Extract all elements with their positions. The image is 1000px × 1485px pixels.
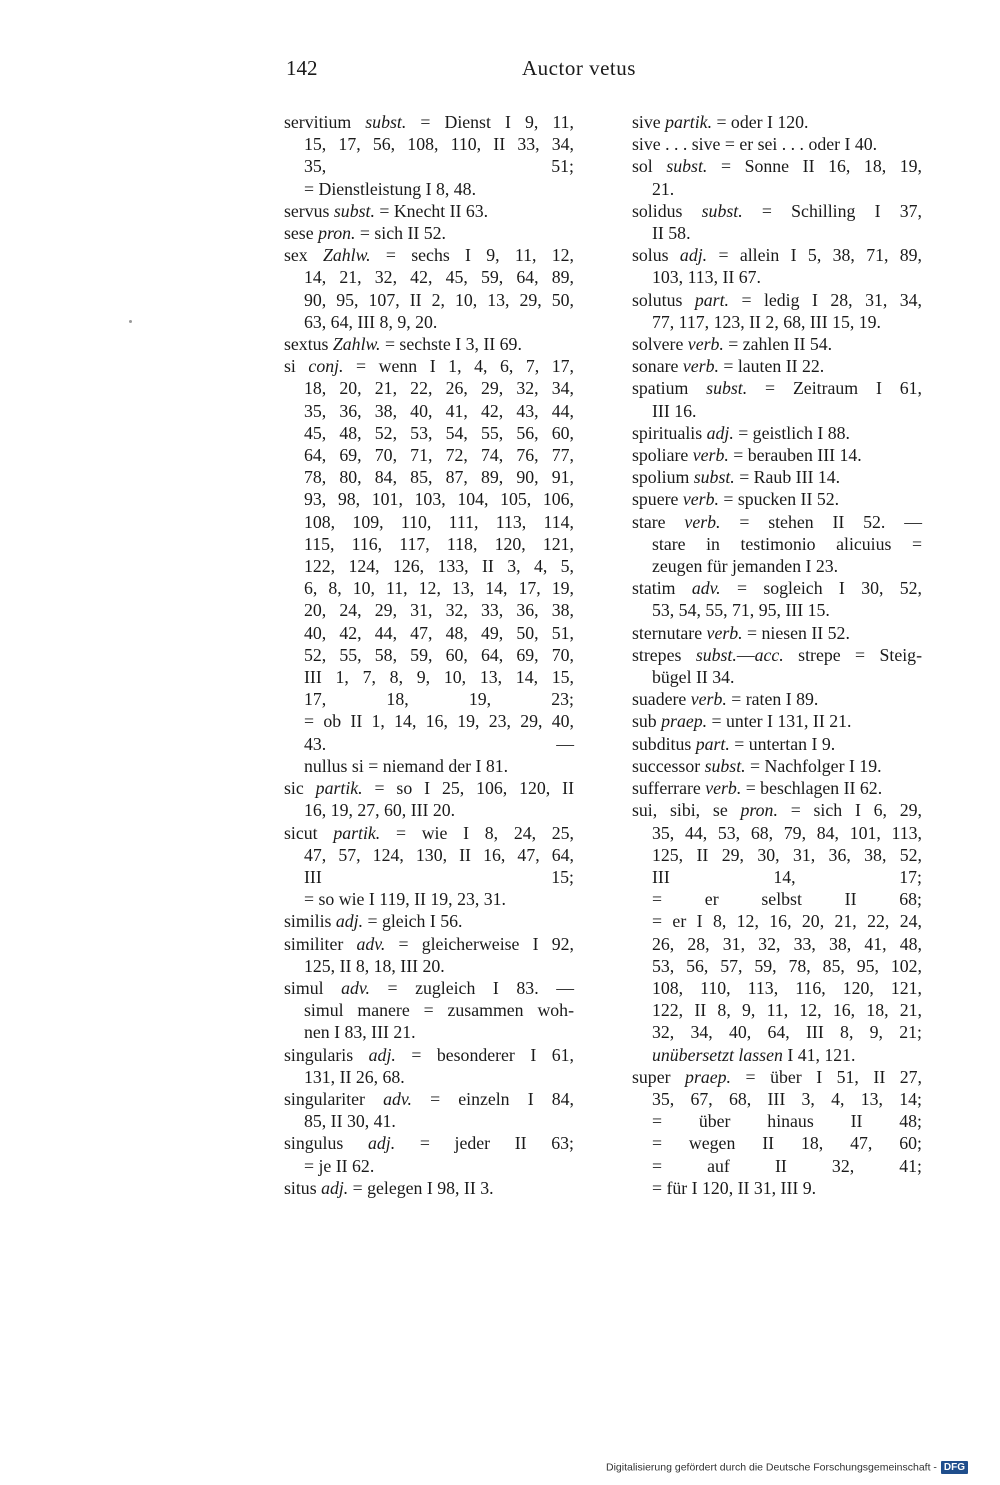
index-entry — [632, 133, 922, 155]
entry-headword-line: solidus subst. = Schilling I 37, — [632, 200, 923, 221]
entry-continuation-line: 47, 57, 124, 130, II 16, 47, 64, — [304, 844, 574, 865]
entry-continuation-line: 20, 24, 29, 31, 32, 33, 36, 38, — [304, 600, 574, 621]
index-entry — [632, 577, 922, 621]
entry-continuation-line: 64, 69, 70, 71, 72, 74, 76, 77, — [304, 445, 574, 466]
index-entry — [284, 1088, 574, 1132]
index-entry — [284, 111, 574, 200]
entry-continuation-line: 18, 20, 21, 22, 26, 29, 32, 34, — [304, 378, 574, 399]
index-entry — [632, 777, 922, 799]
entry-continuation-line: = ob II 1, 14, 16, 19, 23, 29, 40, — [304, 711, 574, 732]
index-entry — [284, 822, 574, 911]
entry-headword-line: sextus Zahlw. = sechste I 3, II 69. — [284, 334, 522, 355]
index-entry — [632, 622, 922, 644]
index-entry — [632, 710, 922, 732]
entry-continuation-line: II 58. — [652, 223, 691, 244]
entry-continuation-line: 122, 124, 126, 133, II 3, 4, 5, — [304, 556, 574, 577]
entry-continuation-line: 43. — — [304, 733, 574, 754]
entry-continuation-line: 52, 55, 58, 59, 60, 64, 69, 70, — [304, 644, 574, 665]
index-entry — [632, 733, 922, 755]
entry-continuation-line: 15, 17, 56, 108, 110, II 33, 34, — [304, 134, 574, 155]
index-entry — [632, 377, 922, 421]
entry-continuation-line: = er I 8, 12, 16, 20, 21, 22, 24, — [652, 911, 922, 932]
entry-continuation-line: 63, 64, III 8, 9, 20. — [304, 311, 438, 332]
index-entry — [284, 1132, 574, 1176]
entry-headword-line: super praep. = über I 51, II 27, — [632, 1066, 922, 1087]
index-entry — [632, 1066, 922, 1199]
entry-headword-line: spolium subst. = Raub III 14. — [632, 467, 841, 488]
entry-headword-line: strepes subst.—acc. strepe = Steig- — [632, 644, 922, 665]
entry-continuation-line: 108, 109, 110, 111, 113, 114, — [304, 511, 574, 532]
entry-continuation-line: 14, 21, 32, 42, 45, 59, 64, 89, — [304, 267, 574, 288]
entry-headword-line: situs adj. = gelegen I 98, II 3. — [284, 1177, 494, 1198]
index-entry — [284, 777, 574, 821]
entry-headword-line: singulus adj. = jeder II 63; — [284, 1133, 574, 1154]
index-entry — [632, 422, 922, 444]
index-entry — [284, 333, 574, 355]
entry-continuation-line: 93, 98, 101, 103, 104, 105, 106, — [304, 489, 574, 510]
entry-continuation-line: 131, II 26, 68. — [304, 1066, 405, 1087]
entry-continuation-line: 85, II 30, 41. — [304, 1111, 396, 1132]
index-entry — [632, 200, 922, 244]
entry-continuation-line: 53, 56, 57, 59, 78, 85, 95, 102, — [652, 955, 922, 976]
index-entry — [632, 244, 922, 288]
entry-headword-line: suadere verb. = raten I 89. — [632, 689, 819, 710]
index-entry — [284, 910, 574, 932]
entry-headword-line: si conj. = wenn I 1, 4, 6, 7, 17, — [284, 356, 574, 377]
entry-continuation-line: 21. — [652, 178, 675, 199]
entry-headword-line: spatium subst. = Zeitraum I 61, — [632, 378, 922, 399]
entry-headword-line: spiritualis adj. = geistlich I 88. — [632, 422, 850, 443]
entry-continuation-line: = Dienstleistung I 8, 48. — [304, 178, 477, 199]
scan-speck — [129, 320, 132, 323]
entry-continuation-line: stare in testimonio alicuius = — [652, 533, 922, 554]
index-entry — [284, 355, 574, 777]
entry-headword-line: sternutare verb. = niesen II 52. — [632, 622, 850, 643]
index-entry — [632, 488, 922, 510]
entry-continuation-line: 35, 36, 38, 40, 41, 42, 43, 44, — [304, 400, 574, 421]
index-entry — [284, 977, 574, 1044]
entry-headword-line: sese pron. = sich II 52. — [284, 223, 446, 244]
entry-continuation-line: 53, 54, 55, 71, 95, III 15. — [652, 600, 830, 621]
entry-headword-line: successor subst. = Nachfolger I 19. — [632, 755, 882, 776]
entry-continuation-line: = auf II 32, 41; — [652, 1155, 922, 1176]
entry-continuation-line: 77, 117, 123, II 2, 68, III 15, 19. — [652, 311, 881, 332]
index-entry — [632, 444, 922, 466]
entry-headword-line: subditus part. = untertan I 9. — [632, 733, 836, 754]
entry-continuation-line: bügel II 34. — [652, 667, 735, 688]
index-entry — [284, 244, 574, 333]
index-entry — [632, 688, 922, 710]
index-entry — [284, 1177, 574, 1199]
entry-continuation-line: III 1, 7, 8, 9, 10, 13, 14, 15, — [304, 667, 574, 688]
entry-headword-line: sex Zahlw. = sechs I 9, 11, 12, — [284, 245, 575, 266]
entry-continuation-line: 26, 28, 31, 32, 33, 38, 41, 48, — [652, 933, 922, 954]
entry-headword-line: similiter adv. = gleicherweise I 92, — [284, 933, 574, 954]
entry-continuation-line: 35, 44, 53, 68, 79, 84, 101, 113, — [652, 822, 922, 843]
entry-continuation-line: simul manere = zusammen woh- — [304, 1000, 574, 1021]
entry-continuation-line: = wegen II 18, 47, 60; — [652, 1133, 922, 1154]
entry-headword-line: sive . . . sive = er sei . . . oder I 40. — [632, 134, 878, 155]
entry-continuation-line: 17, 18, 19, 23; — [304, 689, 574, 710]
entry-continuation-line: III 16. — [652, 400, 697, 421]
index-entry — [284, 222, 574, 244]
entry-continuation-line: nen I 83, III 21. — [304, 1022, 416, 1043]
entry-continuation-line: III 14, 17; — [652, 866, 922, 887]
index-entry — [632, 644, 922, 688]
index-column-left — [284, 111, 574, 1199]
entry-headword-line: statim adv. = sogleich I 30, 52, — [632, 578, 922, 599]
entry-continuation-line: = für I 120, II 31, III 9. — [652, 1177, 817, 1198]
entry-continuation-line: unübersetzt lassen I 41, 121. — [652, 1044, 856, 1065]
footer-note — [606, 1461, 968, 1474]
index-entry — [632, 355, 922, 377]
entry-continuation-line: 90, 95, 107, II 2, 10, 13, 29, 50, — [304, 289, 574, 310]
entry-headword-line: sive partik. = oder I 120. — [632, 112, 809, 132]
entry-headword-line: solvere verb. = zahlen II 54. — [632, 334, 833, 355]
entry-headword-line: sui, sibi, se pron. = sich I 6, 29, — [632, 800, 922, 821]
entry-headword-line: simul adv. = zugleich I 83. — — [284, 977, 574, 998]
index-entry — [632, 333, 922, 355]
index-entry — [284, 200, 574, 222]
entry-continuation-line: 16, 19, 27, 60, III 20. — [304, 800, 456, 821]
index-entry — [632, 289, 922, 333]
entry-continuation-line: 6, 8, 10, 11, 12, 13, 14, 17, 19, — [304, 578, 574, 599]
entry-continuation-line: 103, 113, II 67. — [652, 267, 761, 288]
index-entry — [284, 1044, 574, 1088]
entry-headword-line: spoliare verb. = berauben III 14. — [632, 445, 862, 466]
entry-headword-line: sub praep. = unter I 131, II 21. — [632, 711, 852, 732]
entry-continuation-line: = er selbst II 68; — [652, 889, 922, 910]
entry-headword-line: sonare verb. = lauten II 22. — [632, 356, 825, 377]
entry-headword-line: sol subst. = Sonne II 16, 18, 19, — [632, 156, 922, 177]
entry-continuation-line: = so wie I 119, II 19, 23, 31. — [304, 889, 506, 910]
index-entry — [632, 466, 922, 488]
entry-continuation-line: nullus si = niemand der I 81. — [304, 755, 509, 776]
index-entry — [632, 111, 922, 133]
entry-headword-line: singulariter adv. = einzeln I 84, — [284, 1088, 574, 1109]
entry-headword-line: spuere verb. = spucken II 52. — [632, 489, 840, 510]
entry-headword-line: servus subst. = Knecht II 63. — [284, 200, 489, 221]
entry-continuation-line: 45, 48, 52, 53, 54, 55, 56, 60, — [304, 422, 574, 443]
entry-headword-line: similis adj. = gleich I 56. — [284, 911, 463, 932]
entry-continuation-line: 35, 67, 68, III 3, 4, 13, 14; — [652, 1088, 922, 1109]
page-number: 142 — [286, 56, 318, 80]
index-entry — [284, 933, 574, 977]
running-head: Auctor vetus — [522, 56, 636, 80]
entry-continuation-line: 125, II 29, 30, 31, 36, 38, 52, — [652, 844, 922, 865]
entry-continuation-line: 125, II 8, 18, III 20. — [304, 955, 445, 976]
entry-continuation-line: = über hinaus II 48; — [652, 1111, 922, 1132]
entry-headword-line: singularis adj. = besonderer I 61, — [284, 1044, 574, 1065]
entry-continuation-line: 40, 42, 44, 47, 48, 49, 50, 51, — [304, 622, 574, 643]
index-entry — [632, 799, 922, 1065]
entry-continuation-line: 32, 34, 40, 64, III 8, 9, 21; — [652, 1022, 922, 1043]
entry-continuation-line: 78, 80, 84, 85, 87, 89, 90, 91, — [304, 467, 574, 488]
entry-headword-line: servitium subst. = Dienst I 9, 11, — [284, 112, 574, 132]
footer-text: Digitalisierung gefördert durch die Deutsche Forschungsgemeinschaft - — [606, 1461, 937, 1474]
entry-headword-line: stare verb. = stehen II 52. — — [632, 511, 923, 532]
entry-headword-line: sic partik. = so I 25, 106, 120, II — [284, 778, 575, 799]
index-entry — [632, 755, 922, 777]
entry-continuation-line: III 15; — [304, 866, 574, 887]
entry-continuation-line: 35, 51; — [304, 156, 574, 177]
entry-continuation-line: 122, II 8, 9, 11, 12, 16, 18, 21, — [652, 1000, 922, 1021]
entry-continuation-line: 115, 116, 117, 118, 120, 121, — [304, 533, 574, 554]
entry-headword-line: sufferrare verb. = beschlagen II 62. — [632, 778, 883, 799]
index-column-right — [632, 111, 922, 1199]
entry-continuation-line: 108, 110, 113, 116, 120, 121, — [652, 977, 922, 998]
dfg-logo: DFG — [941, 1461, 968, 1474]
entry-headword-line: solutus part. = ledig I 28, 31, 34, — [632, 289, 922, 310]
index-entry — [632, 511, 922, 578]
entry-continuation-line: = je II 62. — [304, 1155, 375, 1176]
index-entry — [632, 155, 922, 199]
entry-headword-line: sicut partik. = wie I 8, 24, 25, — [284, 822, 574, 843]
entry-continuation-line: zeugen für jemanden I 23. — [652, 556, 839, 577]
entry-headword-line: solus adj. = allein I 5, 38, 71, 89, — [632, 245, 923, 266]
